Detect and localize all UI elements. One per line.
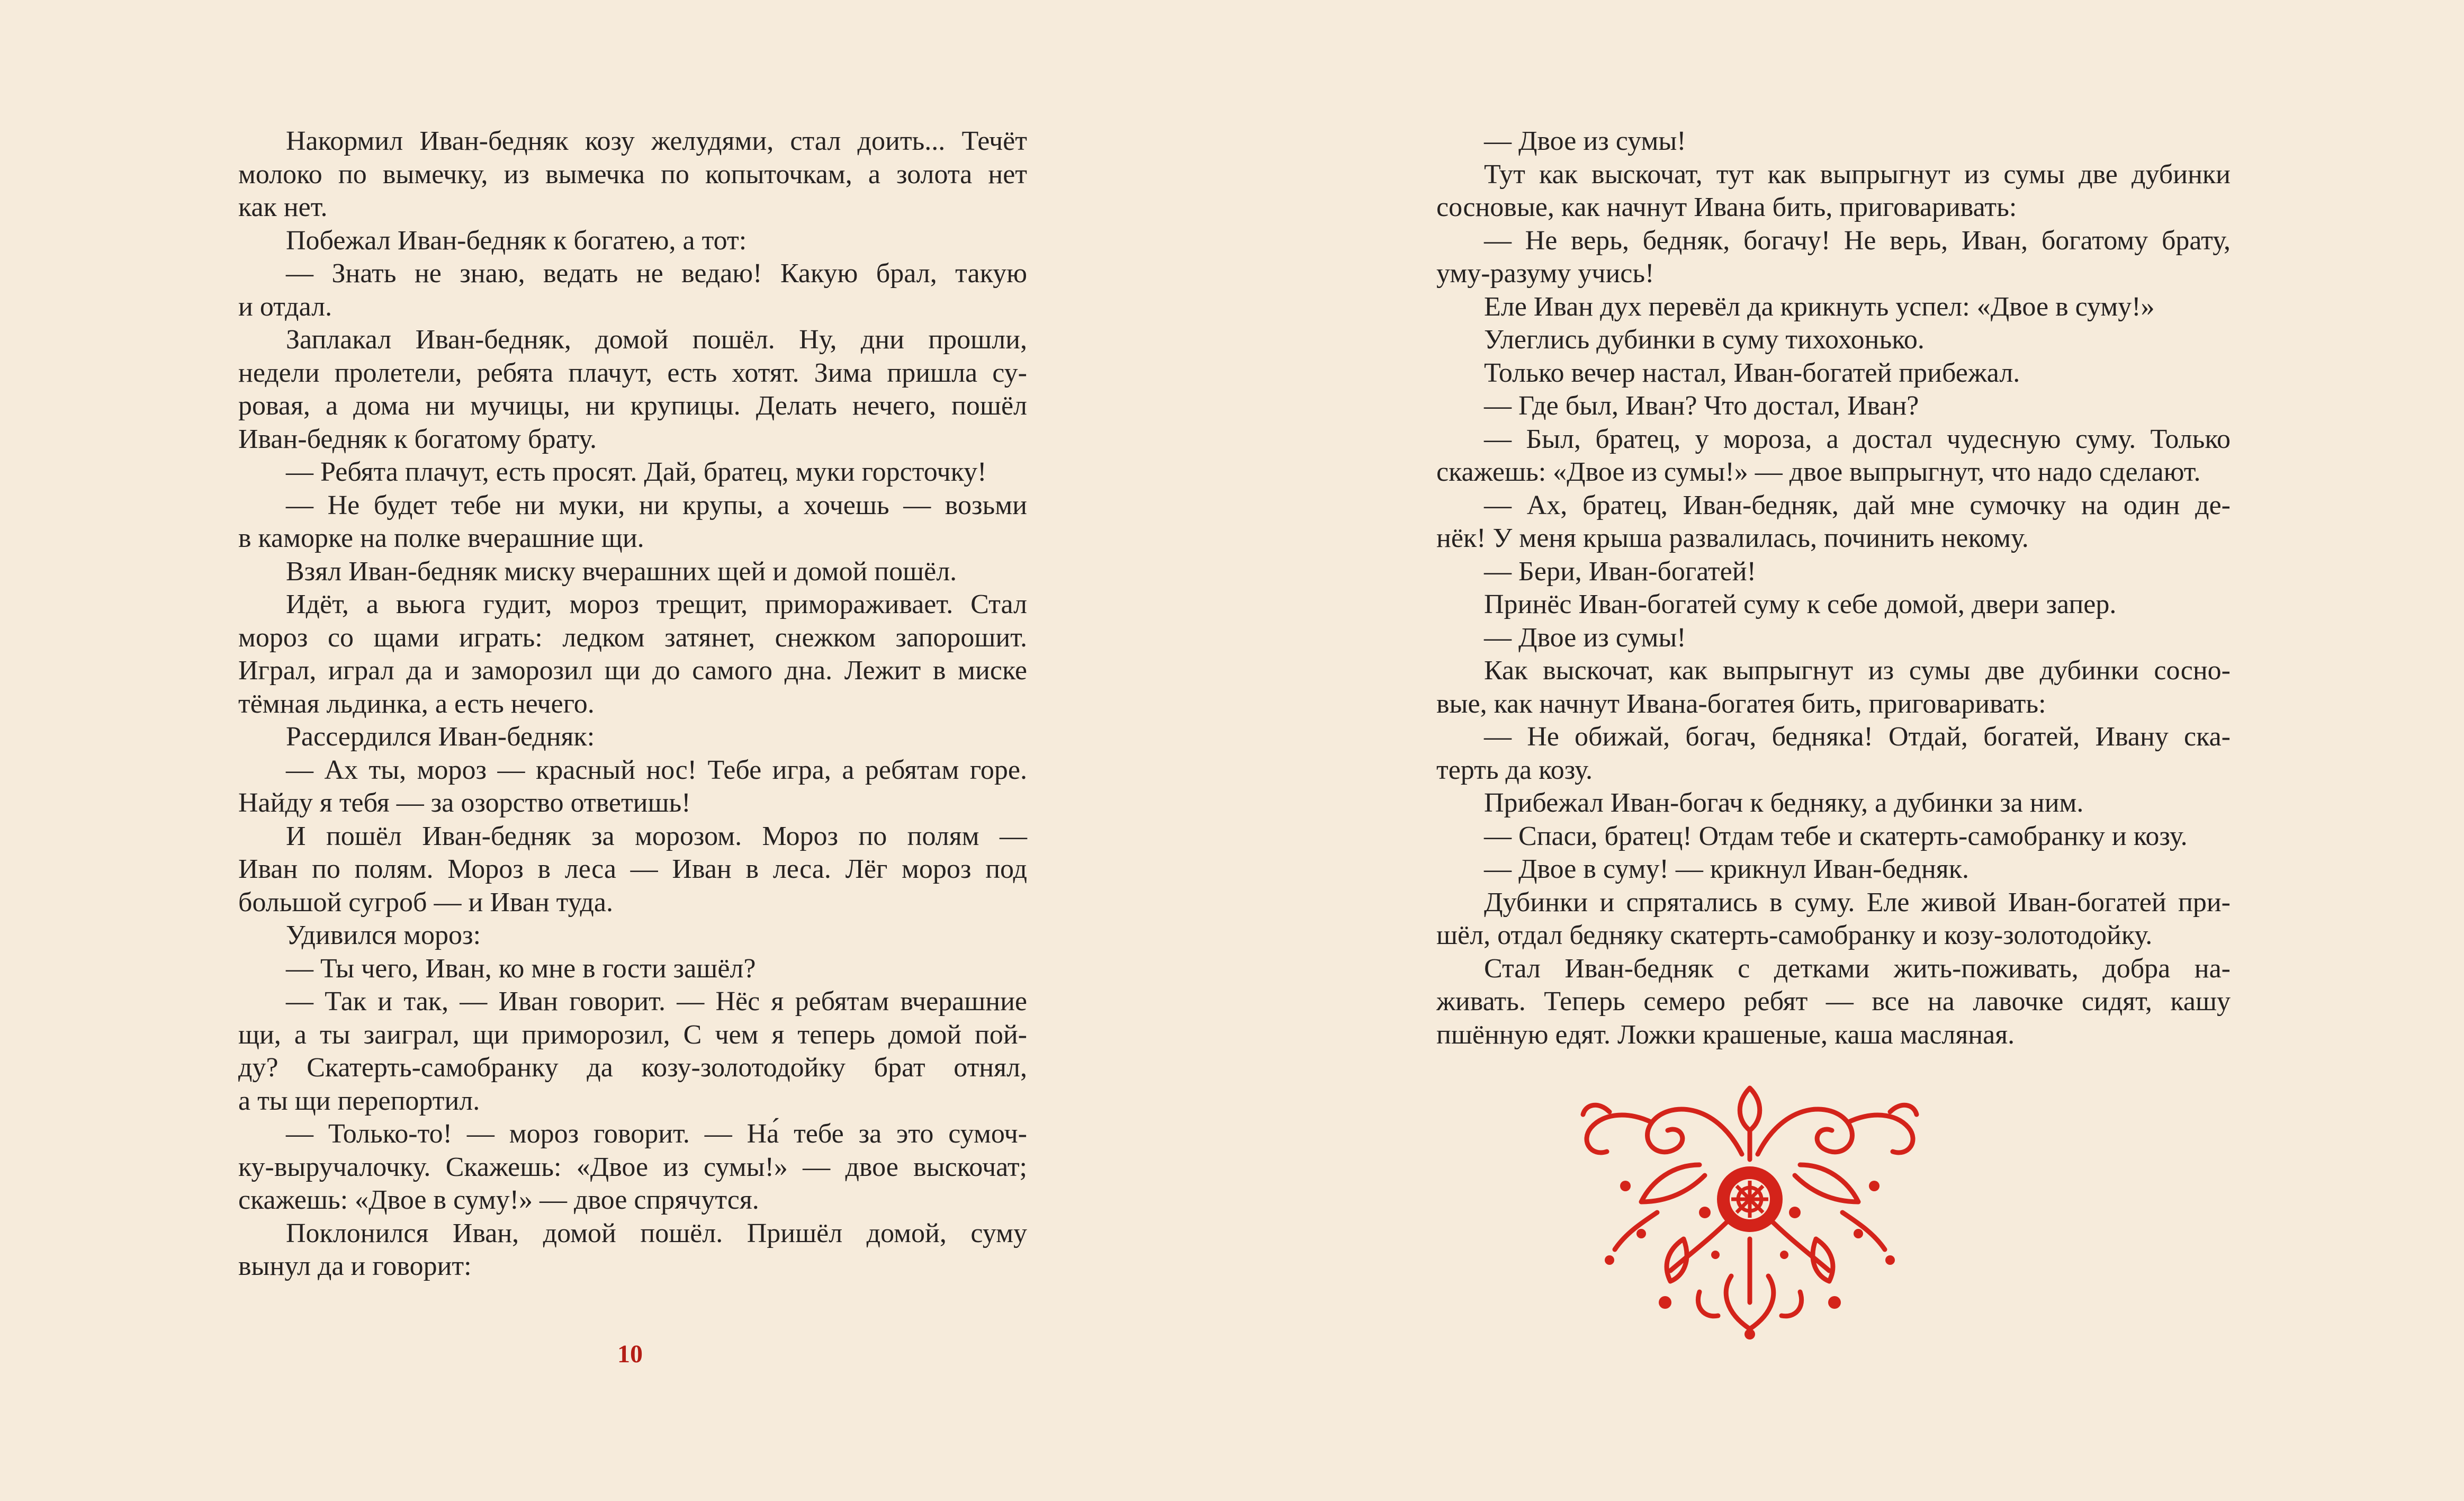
right-text-line: — Двое из сумы! <box>1484 126 1686 156</box>
left-text-line: Играл, играл да и заморозил щи до самого дна. Лежит в миске <box>238 655 1027 686</box>
left-text-line: — Знать не знаю, ведать не ведаю! Какую брал, такую <box>286 258 1027 289</box>
left-text-line: ровая, а дома ни мучицы, ни крупицы. Делать нечего, пошёл <box>238 391 1027 421</box>
left-text-line: тёмная льдинка, а есть нечего. <box>238 688 595 719</box>
left-text-line: Иван-бедняк к богатому брату. <box>238 424 597 454</box>
right-text-line: уму-разуму учись! <box>1436 258 1654 289</box>
right-text-line: скажешь: «Двое из сумы!» — двое выпрыгнут, что надо сделают. <box>1436 457 2201 487</box>
right-text-line: шёл, отдал бедняку скатерть-самобранку и козу-золотодойку. <box>1436 920 2153 950</box>
left-text-line: большой сугроб — и Иван туда. <box>238 887 613 918</box>
left-text-line: Иван по полям. Мороз в леса — Иван в леса. Лёг мороз под <box>238 854 1027 884</box>
right-text-line: вые, как начнут Ивана-богатея бить, приговаривать: <box>1436 688 2046 719</box>
left-text-line: вынул да и говорит: <box>238 1251 472 1281</box>
right-text-line: Прибежал Иван-богач к бедняку, а дубинки за ним. <box>1484 788 2084 818</box>
right-text-line: терть да козу. <box>1436 754 1593 785</box>
right-text-line: — Где был, Иван? Что достал, Иван? <box>1484 391 1919 421</box>
left-text-line: недели пролетели, ребята плачут, есть хотят. Зима пришла су- <box>238 357 1027 388</box>
right-text-line: Как выскочат, как выпрыгнут из сумы две дубинки сосно- <box>1484 655 2231 686</box>
left-text-line: — Ты чего, Иван, ко мне в гости зашёл? <box>286 953 756 984</box>
left-text-line: а ты щи перепортил. <box>238 1085 480 1116</box>
left-text-line: Заплакал Иван-бедняк, домой пошёл. Ну, дни прошли, <box>286 325 1027 355</box>
right-text-line: нёк! У меня крыша развалилась, починить некому. <box>1436 523 2029 553</box>
left-text-line: щи, а ты заиграл, щи приморозил, С чем я теперь домой пой- <box>238 1019 1027 1050</box>
left-text-line: Найду я тебя — за озорство ответишь! <box>238 788 691 818</box>
left-text-line: — Только-то! — мороз говорит. — На́ тебе за это сумоч- <box>286 1119 1027 1149</box>
left-text-line: молоко по вымечку, из вымечка по копыточкам, а золота нет <box>238 159 1027 190</box>
right-text-line: Стал Иван-бедняк с детками жить-поживать, добра на- <box>1484 953 2231 984</box>
left-text-line: как нет. <box>238 192 328 222</box>
left-text-line: в каморке на полке вчерашние щи. <box>238 523 644 553</box>
left-text-line: Идёт, а вьюга гудит, мороз трещит, примораживает. Стал <box>286 589 1027 619</box>
right-text-line: живать. Теперь семеро ребят — все на лавочке сидят, кашу <box>1436 986 2231 1017</box>
right-text-line: Только вечер настал, Иван-богатей прибежал. <box>1484 357 2020 388</box>
right-text-line: Улеглись дубинки в суму тихохонько. <box>1484 325 1925 355</box>
right-text-line: — Не верь, бедняк, богачу! Не верь, Иван, богатому брату, <box>1484 225 2231 256</box>
left-text-line: — Не будет тебе ни муки, ни крупы, а хочешь — возьми <box>286 490 1027 520</box>
right-text-line: — Был, братец, у мороза, а достал чудесную суму. Только <box>1484 424 2231 454</box>
left-text-line: мороз со щами играть: ледком затянет, снежком запорошит. <box>238 622 1027 653</box>
left-text-line: — Ах ты, мороз — красный нос! Тебе игра, а ребятам горе. <box>286 754 1027 785</box>
right-text-line: пшённую едят. Ложки крашеные, каша масляная. <box>1436 1019 2015 1050</box>
right-text-line: — Бери, Иван-богатей! <box>1484 556 1756 587</box>
left-text-line: — Так и так, — Иван говорит. — Нёс я ребятам вчерашние <box>286 986 1027 1017</box>
left-page-text <box>238 125 1027 1283</box>
left-text-line: скажешь: «Двое в суму!» — двое спрячутся. <box>238 1185 759 1215</box>
right-text-line: Еле Иван дух перевёл да крикнуть успел: «Двое в суму!» <box>1484 291 2155 322</box>
left-text-line: Удивился мороз: <box>286 920 481 950</box>
page-number: 10 <box>617 1340 643 1368</box>
left-text-line: Взял Иван-бедняк миску вчерашних щей и домой пошёл. <box>286 556 957 587</box>
floral-ornament-icon <box>1578 1080 1922 1345</box>
right-text-line: — Спаси, братец! Отдам тебе и скатерть-самобранку и козу. <box>1484 821 2188 851</box>
left-text-line: ду? Скатерть-самобранку да козу-золотодойку брат отнял, <box>238 1053 1027 1083</box>
left-text-line: — Ребята плачут, есть просят. Дай, братец, муки горсточку! <box>286 457 987 487</box>
right-text-line: — Не обижай, богач, бедняка! Отдай, богатей, Ивану ска- <box>1484 722 2231 752</box>
left-text-line: Побежал Иван-бедняк к богатею, а тот: <box>286 225 747 256</box>
right-text-line: — Двое в суму! — крикнул Иван-бедняк. <box>1484 854 1969 884</box>
right-text-line: сосновые, как начнут Ивана бить, приговаривать: <box>1436 192 2017 222</box>
right-text-line: Тут как выскочат, тут как выпрыгнут из сумы две дубинки <box>1484 159 2231 190</box>
right-text-line: — Двое из сумы! <box>1484 622 1686 653</box>
left-text-line: ку-выручалочку. Скажешь: «Двое из сумы!» — двое выскочат; <box>238 1152 1027 1182</box>
right-text-line: Принёс Иван-богатей суму к себе домой, двери запер. <box>1484 589 2117 619</box>
right-page-text <box>1436 125 2231 1051</box>
left-text-line: И пошёл Иван-бедняк за морозом. Мороз по полям — <box>286 821 1027 851</box>
left-text-line: Накормил Иван-бедняк козу желудями, стал доить... Течёт <box>286 126 1027 156</box>
right-text-line: Дубинки и спрятались в суму. Еле живой Иван-богатей при- <box>1484 887 2231 918</box>
right-text-line: — Ах, братец, Иван-бедняк, дай мне сумочку на один де- <box>1484 490 2231 520</box>
left-text-line: и отдал. <box>238 291 332 322</box>
left-text-line: Рассердился Иван-бедняк: <box>286 722 595 752</box>
left-text-line: Поклонился Иван, домой пошёл. Пришёл домой, суму <box>286 1218 1027 1248</box>
